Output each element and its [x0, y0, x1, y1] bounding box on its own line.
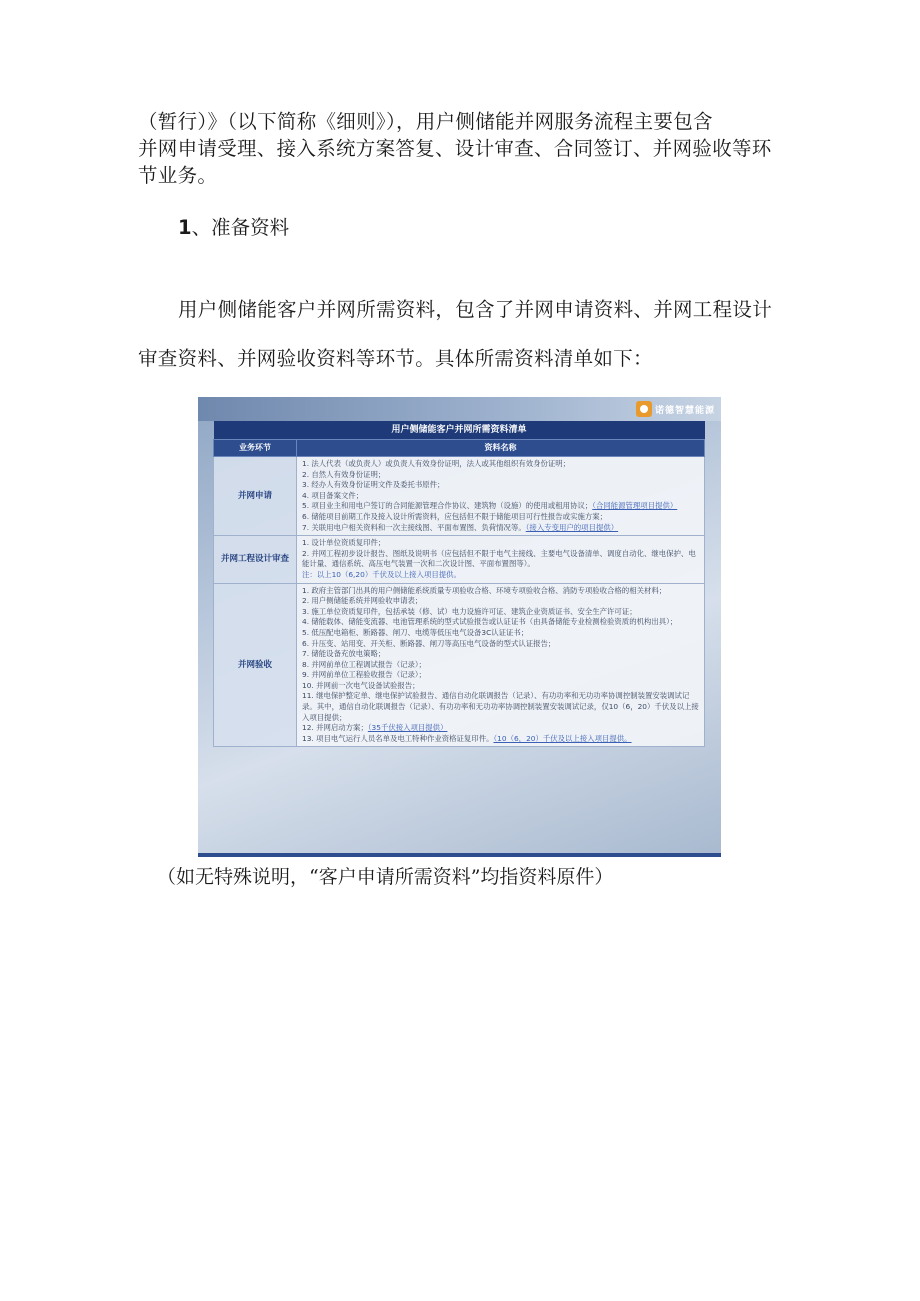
documents-cell: [297, 536, 705, 583]
documents-cell: [297, 583, 705, 747]
document-text: 7. 储能设备充放电策略；: [302, 649, 386, 659]
document-item: [302, 628, 699, 639]
document-item: [302, 660, 699, 671]
document-item: [302, 617, 699, 628]
section-title: 、准备资料: [191, 216, 290, 239]
document-item: [302, 480, 699, 491]
document-item: [302, 549, 699, 570]
document-item: [302, 681, 699, 692]
table-row: [214, 583, 705, 747]
document-text: 4. 项目备案文件；: [302, 490, 364, 500]
documents-cell: [297, 457, 705, 536]
stage-cell: 并网工程设计审查: [214, 536, 297, 583]
image-header-band: [198, 397, 721, 421]
document-text: 4. 储能载体、储能变流器、电池管理系统的型式试验报告或认证证书（由具备储能专业检测检验资质的机构出具）；: [302, 617, 678, 627]
document-item: [302, 538, 699, 549]
document-item: [302, 691, 699, 723]
document-item: [302, 586, 699, 597]
document-item: [302, 723, 699, 734]
applicability-note-link: （合同能源管理项目提供）: [592, 501, 678, 511]
document-item: [302, 512, 699, 523]
column-header-docs: 资料名称: [297, 440, 705, 457]
applicability-note-link: （35千伏接入项目提供）: [367, 723, 448, 733]
materials-list-image: [198, 397, 721, 857]
text-line: 并网申请受理、接入系统方案答复、设计审查、合同签订、并网验收等环: [138, 137, 772, 160]
document-text: 1. 法人代表（或负责人）或负责人有效身份证明，法人或其他组织有效身份证明；: [302, 459, 571, 468]
document-text: 5. 项目业主和用电户签订的合同能源管理合作协议、建筑物（设施）的使用或租用协议；: [302, 501, 593, 511]
document-item: [302, 596, 699, 607]
table-title: 用户侧储能客户并网所需资料清单: [214, 421, 705, 440]
section-heading: [178, 212, 289, 240]
document-text: 13. 项目电气运行人员名单及电工特种作业资格证复印件。: [302, 733, 494, 743]
document-text: 1. 政府主管部门出具的用户侧储能系统质量专项验收合格、环境专项验收合格、消防专项验收合格的相关材料；: [302, 585, 667, 595]
table-row: [214, 457, 705, 536]
document-text: 2. 自然人有效身份证明；: [302, 469, 386, 479]
table-body: [214, 457, 705, 747]
document-text: 9. 并网前单位工程验收报告（记录）；: [302, 670, 426, 680]
document-text: 2. 并网工程初步设计报告、图纸及说明书（应包括但不限于电气主接线、主要电气设备清单、调度自动化、继电保护、电能计量、通信系统、高压电气装置一次和二次设计图、平面布置图等）。: [302, 548, 696, 569]
document-item: [302, 734, 699, 745]
document-item: [302, 501, 699, 512]
applicability-note-link: （接入专变用户的项目提供）: [525, 522, 619, 532]
materials-paragraph-line-2: 审查资料、并网验收资料等环节。具体所需资料清单如下：: [138, 347, 653, 370]
document-text: 6. 储能项目前期工作及接入设计所需资料，应包括但不限于储能项目可行性报告或实施方案；: [302, 511, 608, 521]
document-item: [302, 470, 699, 481]
materials-paragraph-line-1: 用户侧储能客户并网所需资料，包含了并网申请资料、并网工程设计: [178, 298, 773, 321]
logo-text: 诺德智慧能源: [654, 405, 715, 416]
table-note: 注：以上10（6,20）千伏及以上接入项目提供。: [302, 569, 461, 579]
stage-cell: 并网验收: [214, 583, 297, 747]
section-number: 1: [178, 216, 192, 239]
document-item: [302, 670, 699, 681]
column-header-stage: 业务环节: [214, 440, 297, 457]
stage-cell: 并网申请: [214, 457, 297, 536]
document-text: 5. 低压配电箱柜、断路器、闸刀、电缆等低压电气设备3C认证证书；: [302, 627, 529, 637]
document-text: 6. 升压变、站用变、开关柜、断路器、闸刀等高压电气设备的型式认证报告；: [302, 638, 556, 648]
document-text: 11. 继电保护整定单、继电保护试验报告、通信自动化联调报告（记录）、有功功率和无功功率协调控制装置安装调试记录。其中，通信自动化联调报告（记录）、有功功率和无功功率协调控制装置安装调试记录，仅10（6，20）千伏及以上接入项目提供；: [302, 691, 699, 722]
image-footer-band: [198, 853, 721, 857]
table-row: [214, 536, 705, 583]
document-item: [302, 570, 699, 581]
document-text: 2. 用户侧储能系统并网验收申请表；: [302, 596, 423, 606]
text-line: 节业务。: [138, 164, 218, 187]
materials-table: [213, 421, 705, 747]
document-item: [302, 649, 699, 660]
document-item: [302, 607, 699, 618]
intro-paragraph: [138, 108, 772, 189]
document-text: 10. 并网前一次电气设备试验报告；: [302, 680, 420, 690]
document-text: 3. 经办人有效身份证明文件及委托书原件；: [302, 480, 445, 490]
document-text: 7. 关联用电户相关资料和一次主接线图、平面布置图、负荷情况等。: [302, 522, 526, 532]
document-item: [302, 491, 699, 502]
document-text: 3. 施工单位资质复印件，包括承装（修、试）电力设施许可证、建筑企业资质证书、安全生产许可证；: [302, 606, 637, 616]
document-text: 12. 并网启动方案；: [302, 723, 368, 733]
text-line: （暂行）》（以下简称《细则》），用户侧储能并网服务流程主要包含: [138, 110, 713, 133]
document-item: [302, 459, 699, 470]
caption: （如无特殊说明，“客户申请所需资料”均指资料原件）: [157, 866, 614, 888]
document-text: 8. 并网前单位工程调试报告（记录）；: [302, 659, 426, 669]
document-text: 1. 设计单位资质复印件；: [302, 538, 386, 548]
company-logo: [636, 400, 715, 418]
applicability-note-link: （10（6，20）千伏及以上接入项目提供。: [493, 733, 632, 743]
logo-icon: [636, 401, 652, 417]
document-item: [302, 523, 699, 534]
document-item: [302, 639, 699, 650]
